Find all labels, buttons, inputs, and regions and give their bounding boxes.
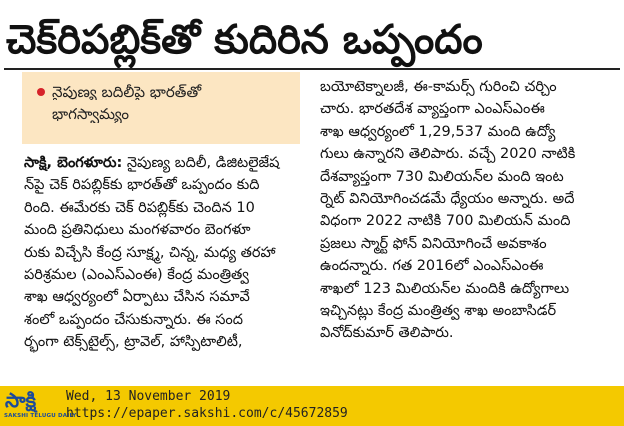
highlight-line: నైపుణ్య బదిలీపై భారత్‌తో (52, 83, 202, 101)
highlight-line: భాగస్వామ్యం (52, 105, 130, 123)
article-line: బయోటెక్నాలజీ, ఈ-కామర్స్ గురించి చర్చిం (320, 79, 557, 95)
article-line: ఉందన్నారు. గత 2016లో ఎంఎస్ఎంఈ (320, 258, 544, 275)
article-line: ప్రజలు స్మార్ట్ ఫోన్ వినియోగించే అవకాశం (320, 235, 547, 252)
logo-text: సాక్షి (5, 388, 37, 412)
article-line: శంలో ఒప్పందం చేసుకున్నారు. ఈ సంద (24, 311, 244, 328)
dateline: సాక్షి, బెంగళూరు: (24, 155, 123, 171)
article-line: పరిశ్రమల (ఎంఎస్ఎంఈ) కేంద్ర మంత్రిత్వ (24, 266, 249, 283)
epaper-footer (0, 386, 624, 426)
article-line: చారు. భారతదేశ వ్యాప్తంగా ఎంఎస్ఎంఈ (320, 101, 545, 118)
footer-meta (66, 389, 348, 422)
article-line: శాఖ ఆధ్వర్యంలో ఏర్పాటు చేసిన సమావే (24, 289, 250, 306)
article-line: ర్నెట్ వినియోగించడమే ధ్యేయం అన్నారు. అదే (320, 190, 575, 207)
article-line: దేశవ్యాప్తంగా 730 మిలియన్‌ల మంది ఇంట (320, 168, 564, 185)
article-line: వినోద్‌కుమార్ తెలిపారు. (320, 325, 454, 342)
article-line: న్‌పై చెక్ రిపబ్లిక్‌కు భారత్‌తో ఒప్పందం కుది (24, 177, 260, 194)
article-line: మంది ప్రతినిధులు మంగళవారం బెంగళూ (24, 222, 251, 239)
article-line: శాఖలో 123 మిలియన్‌ల మందికి ఉద్యోగాలు (320, 280, 570, 297)
headline: చెక్‌రిపబ్లిక్‌తో కుదిరిన ఒప్పందం (6, 17, 483, 63)
article-line: విధంగా 2022 నాటికి 700 మిలియన్ మంది (320, 213, 571, 230)
bullet-icon (37, 88, 45, 96)
article-line: రుకు విచ్చేసి కేంద్ర సూక్ష్మ, చిన్న, మధ్య తరహా (24, 244, 276, 261)
article-line-text: నైపుణ్య బదిలీ, డిజిటలైజేష (122, 155, 280, 171)
article-line: శాఖ ఆధ్వర్యంలో 1,29,537 మంది ఉద్యో (320, 123, 556, 140)
epaper-link[interactable]: https://epaper.sakshi.com/c/45672859 (66, 405, 348, 421)
publication-date: Wed, 13 November 2019 (66, 389, 231, 404)
article-column-left (24, 152, 310, 354)
article-line: గులు ఉన్నారని తెలిపారు. వచ్చే 2020 నాటికి (320, 146, 576, 163)
sakshi-logo[interactable] (3, 388, 77, 424)
article-line: రింది. ఈమేరకు చెక్ రిపబ్లిక్‌కు చెందిన 10 (24, 199, 255, 216)
article-column-right (320, 76, 612, 345)
article-line (24, 152, 310, 174)
clipped-previous-article (0, 0, 624, 8)
article-line: ర్భంగా టెక్స్‌టైల్స్, ట్రావెల్, హాస్పిటాలిటీ, (24, 334, 243, 351)
highlight-box (22, 72, 300, 144)
logo-subtext: SAKSHI TELUGU DAILY (4, 413, 77, 419)
highlight-text (52, 78, 294, 123)
article-line: ఇచ్చినట్లు కేంద్ర మంత్రిత్వ శాఖ అంబాసిడర్ (320, 302, 557, 319)
headline-rule (4, 68, 620, 70)
